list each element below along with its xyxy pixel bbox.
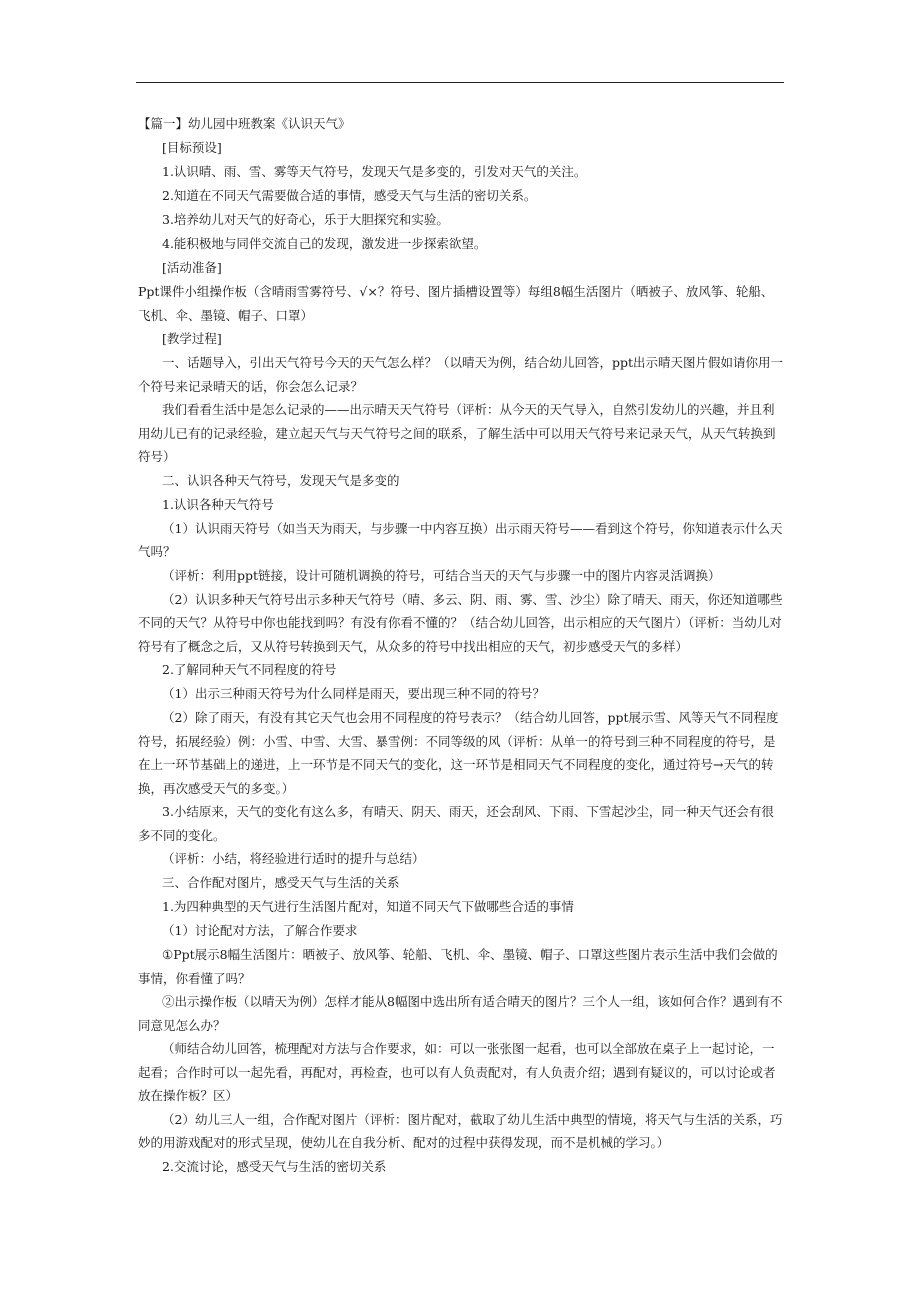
section-heading-goals: [目标预设] [162, 140, 222, 155]
paragraph: （1）出示三种雨天符号为什么同样是雨天，要出现三种不同的符号？ [162, 686, 545, 701]
paragraph: ②出示操作板（以晴天为例）怎样才能从8幅图中选出所有适合晴天的图片？三个人一组，该如何合作？遇到有不同意见怎么办？ [138, 994, 783, 1033]
paragraph: 2.知道在不同天气需要做合适的事情，感受天气与生活的密切关系。 [162, 188, 537, 203]
paragraph: Ppt课件小组操作板（含晴雨雪雾符号、√×？符号、图片插槽设置等）每组8幅生活图片（晒被子、放风筝、轮船、飞机、伞、墨镜、帽子、口罩） [138, 284, 774, 323]
paragraph: （2）除了雨天，有没有其它天气也会用不同程度的符号表示？（结合幼儿回答，ppt展示雪、风等天气不同程度符号，拓展经验）例：小雪、中雪、大雪、暴雪例：不同等级的风（评析：从单一的符号到三种不同程度的符号，是在上一环节基础上的递进，上一环节是不同天气的变化，这一环节是相同天气不同程度的变化，通过符号→天气的转换，再次感受天气的多变。） [138, 710, 779, 796]
paragraph: 一、话题导入，引出天气符号今天的天气怎么样？（以晴天为例，结合幼儿回答，ppt出示晴天图片假如请你用一个符号来记录晴天的话，你会怎么记录？ [138, 355, 784, 394]
paragraph: 1.认识晴、雨、雪、雾等天气符号，发现天气是多变的，引发对天气的关注。 [162, 164, 587, 179]
paragraph: （评析：小结，将经验进行适时的提升与总结） [162, 851, 425, 866]
header-rule [136, 82, 784, 83]
paragraph: （1）认识雨天符号（如当天为雨天，与步骤一中内容互换）出示雨天符号——看到这个符号，你知道表示什么天气吗？ [138, 520, 783, 559]
paragraph: 我们看看生活中是怎么记录的——出示晴天天气符号（评析：从今天的天气导入，自然引发幼儿的兴趣，并且利用幼儿已有的记录经验，建立起天气与天气符号之间的联系，了解生活中可以用天气符号来记录天气，从天气转换到符号） [138, 402, 776, 464]
section-heading-preparation: [活动准备] [162, 260, 222, 275]
paragraph: （2）认识多种天气符号出示多种天气符号（晴、多云、阴、雨、雾、雪、沙尘）除了晴天、雨天，你还知道哪些不同的天气？从符号中你也能找到吗？有没有你看不懂的？（结合幼儿回答，出示相应的天气图片）（评析：当幼儿对符号有了概念之后，又从符号转换到天气，从众多的符号中找出相应的天气，初步感受天气的多样） [138, 591, 783, 654]
document-body [138, 112, 784, 1179]
section-heading-process: [教学过程] [162, 331, 222, 346]
paragraph: （评析：利用ppt链接，设计可随机调换的符号，可结合当天的天气与步骤一中的图片内容灵活调换） [162, 567, 721, 583]
paragraph: 三、合作配对图片，感受天气与生活的关系 [162, 875, 400, 890]
paragraph: 2.了解同种天气不同程度的符号 [162, 662, 337, 677]
paragraph: 1.认识各种天气符号 [162, 496, 274, 512]
paragraph: 4.能积极地与同伴交流自己的发现，激发进一步探索欲望。 [162, 236, 487, 251]
paragraph: （师结合幼儿回答，梳理配对方法与合作要求，如：可以一张张图一起看，也可以全部放在桌子上一起讨论，一起看；合作时可以一起先看，再配对，再检查，也可以有人负责配对，有人负责介绍；遇到有疑议的，可以讨论或者放在操作板？区） [138, 1041, 776, 1103]
paragraph: （1）讨论配对方法，了解合作要求 [162, 923, 358, 938]
document-title: 【篇一】幼儿园中班教案《认识天气》 [138, 116, 351, 131]
paragraph: 1.为四种典型的天气进行生活图片配对，知道不同天气下做哪些合适的事情 [162, 899, 574, 914]
paragraph: ①Ppt展示8幅生活图片：晒被子、放风筝、轮船、飞机、伞、墨镜、帽子、口罩这些图片表示生活中我们会做的事情，你看懂了吗？ [138, 947, 778, 986]
paragraph: 2.交流讨论，感受天气与生活的密切关系 [162, 1158, 387, 1174]
paragraph: 3.培养幼儿对天气的好奇心，乐于大胆探究和实验。 [162, 212, 449, 227]
paragraph: 二、认识各种天气符号，发现天气是多变的 [162, 472, 400, 488]
paragraph: （2）幼儿三人一组，合作配对图片（评析：图片配对，截取了幼儿生活中典型的情境，将天气与生活的关系，巧妙的用游戏配对的形式呈现，使幼儿在自我分析、配对的过程中获得发现，而不是机械的学习。） [138, 1111, 783, 1150]
paragraph: 3.小结原来，天气的变化有这么多，有晴天、阴天、雨天，还会刮风、下雨、下雪起沙尘，同一种天气还会有很多不同的变化。 [138, 804, 774, 843]
